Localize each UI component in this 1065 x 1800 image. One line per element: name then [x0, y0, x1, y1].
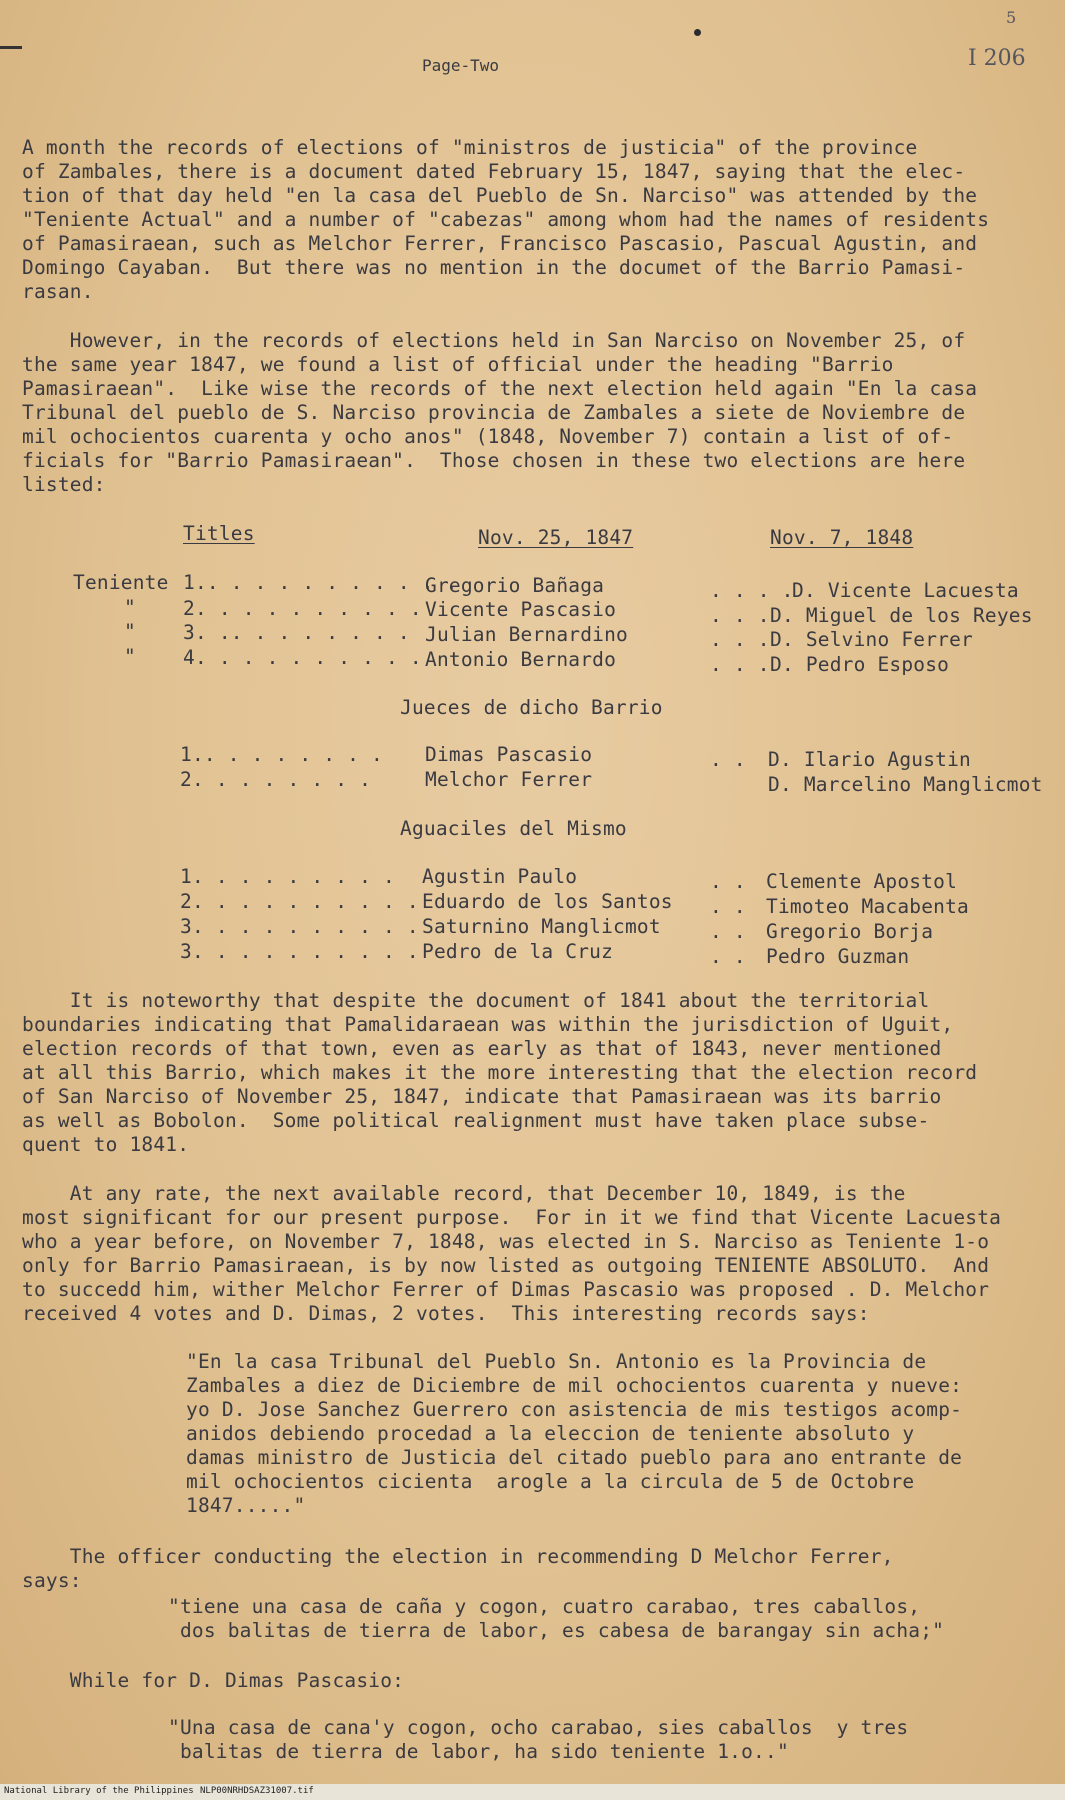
corner-mark-top: 5 — [1006, 8, 1017, 27]
footer-library: National Library of the Philippines — [4, 1786, 194, 1796]
ink-dot — [694, 29, 701, 36]
paragraph-6: While for D. Dimas Pascasio: — [22, 1669, 405, 1692]
scan-footer — [0, 1784, 1065, 1800]
ditto-mark: " — [124, 645, 136, 668]
ditto-mark: " — [124, 596, 136, 619]
aguaciles-heading: Aguaciles del Mismo — [400, 817, 627, 840]
corner-mark: I 206 — [968, 46, 1026, 71]
col-header-1848: Nov. 7, 1848 — [770, 526, 914, 549]
page-label: Page-Two — [422, 56, 500, 75]
jueces-heading: Jueces de dicho Barrio — [400, 696, 663, 719]
teniente-label: Teniente — [73, 571, 169, 594]
document-page: Page-Two 5 I 206 A month the records of elections of "ministros de justicia" of the province of Zambales, there is a document dated February 15, 1847, saying that the elec- tion of that day held "en la casa del Pueblo de Sn. Narciso" was attended by the "Teniente Actual" and a number of "cabezas" among whom had the names of residents of Pamasiraean, such as Melchor Ferrer, Francisco Pascasio, Pascual Agustin, and Domingo Cayaban. But there was no mention in the documet of the Barrio Pamasi- rasan. However, in the records of elections held in San Narciso on November 25, of the same year 1847, we found a list of official under the heading "Barrio Pamasiraean". Like wise the records of the next election held again "En la casa Tribunal del pueblo de S. Narciso provincia de Zambales a siete de Noviembre de mil ochocientos cuarenta y ocho anos" (1848, November 7) contain a list of of- ficials for "Barrio Pamasiraean". Those chosen in these two elections are here listed: Titles Nov. 25, 1847 Nov. 7, 1848 Teniente " " " 1.. . . . . . . . . . . Gregorio Bañaga . . . . D. Vicente Lacuesta 2. . . . . . . . . . Vicente Pascasio . . . D. Miguel de los Reyes 3. .. . . . . . . . Julian Bernardino . . . D. Selvino Ferrer 4. . . . . . . . . . Antonio Bernardo . . . D. Pedro Esposo Jueces de dicho Barrio 1.. . . . . . . . Dimas Pascasio . . D. Ilario Agustin 2. . . . . . . . Melchor Ferrer D. Marcelino Manglicmot Aguaciles del Mismo 1. . . . . . . . . Agustin Paulo . . Clemente Apostol 2. . . . . . . . . . Eduardo de los Santos . . Timoteo Macabenta 3. . . . . . . . . . Saturnino Manglicmot . . Gregorio Borja 3. . . . . . . . . . Pedro de la Cruz . . Pedro Guzman It is noteworthy that despite the document of 1841 about the territorial boundaries indicating that Pamalidaraean was within the jurisdiction of Uguit, election records of that town, even as early as that of 1843, never mentioned at all this Barrio, which makes it the more interesting that the election record of San Narciso of November 25, 1847, indicate that Pamasiraean was its barrio as well as Bobolon. Some political realignment must have taken place subse- quent to 1841. At any rate, the next available record, that December 10, 1849, is the most significant for our present purpose. For in it we find that Vicente Lacuesta who a year before, on November 7, 1848, was elected in S. Narciso as Teniente 1-o only for Barrio Pamasiraean, is by now listed as outgoing TENIENTE ABSOLUTO. And to succedd him, wither Melchor Ferrer of Dimas Pascasio was proposed . D. Melchor received 4 votes and D. Dimas, 2 votes. This interesting records says: "En la casa Tribunal del Pueblo Sn. Antonio es la Provincia de Zambales a diez de Diciembre de mil ochocientos cuarenta y nueve: yo D. Jose Sanchez Guerrero con asistencia de mis testigos acomp- anidos debiendo procedad a la eleccion de teniente absoluto y damas ministro de Justicia del citado pueblo para ano entrante de mil ochocientos cicienta arogle a la circula de 5 de Octobre 1847....." The officer conducting the election in recommending D Melchor Ferrer, says: "tiene una casa de caña y cogon, cuatro carabao, tres caballos, dos balitas de tierra de labor, es cabesa de barangay sin acha;" While for D. Dimas Pascasio: "Una casa de cana'y cogon, ocho carabao, sies caballos y tres balitas de tierra de labor, ha sido teniente 1.o.." National Library of the Philippines NLP00NRHDSAZ31007.tif — [0, 0, 1065, 1800]
col-header-titles: Titles — [183, 522, 255, 545]
col-header-1847: Nov. 25, 1847 — [478, 526, 634, 549]
ditto-mark: " — [124, 620, 136, 643]
margin-mark — [0, 46, 22, 49]
footer-filename: NLP00NRHDSAZ31007.tif — [200, 1786, 314, 1796]
